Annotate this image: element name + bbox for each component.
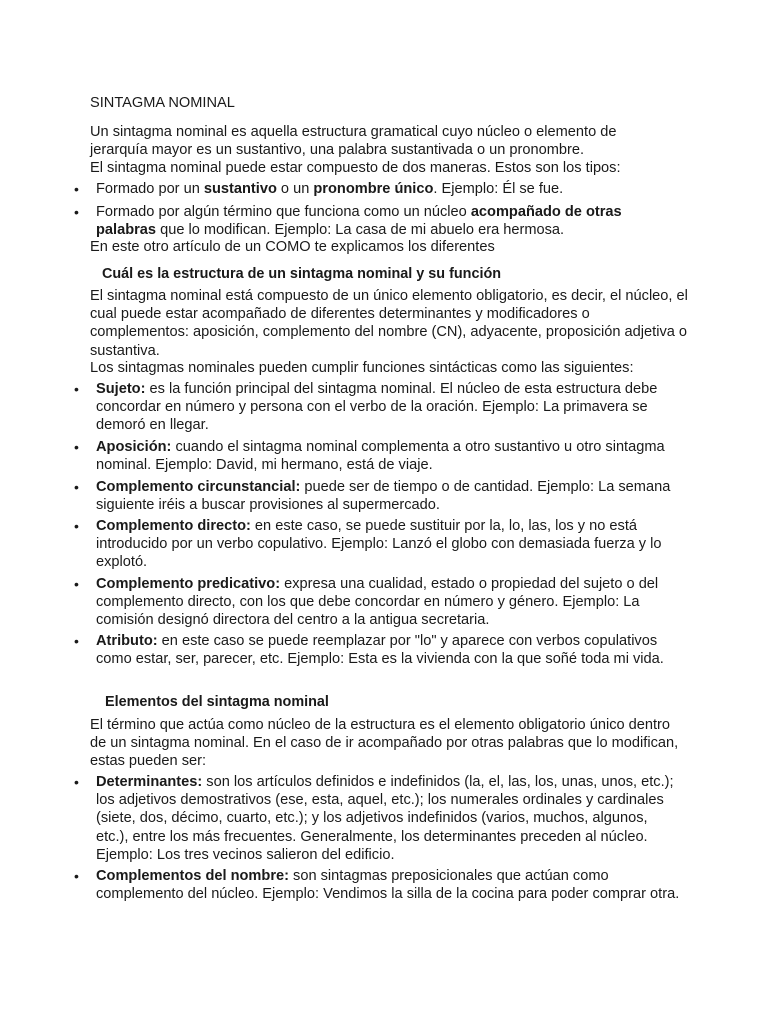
bullet-icon: •: [74, 518, 79, 534]
section1-paragraph-1: El sintagma nominal está compuesto de un único elemento obligatorio, es decir, el núcleo, el cual puede estar acompañado de diferentes determinantes y modificadores o complementos: aposición, complemento del nombre (CN), adyacente, proposición adjetiva o sustantiva.: [90, 288, 688, 359]
bullet-icon: •: [74, 181, 79, 197]
section-heading-elements: Elementos del sintagma nominal: [105, 694, 329, 710]
section1-paragraph-2: Los sintagmas nominales pueden cumplir funciones sintácticas como las siguientes:: [90, 360, 634, 376]
bullet-icon: •: [74, 633, 79, 649]
bullet-icon: •: [74, 868, 79, 884]
document-page: SINTAGMA NOMINAL Un sintagma nominal es aquella estructura gramatical cuyo núcleo o elemento de jerarquía mayor es un sustantivo, una palabra sustantivada o un pronombre. El sintagma nominal puede estar compuesto de dos maneras. Estos son los tipos: • Formado por un sustantivo o un pronombre único. Ejemplo: Él se fue. • Formado por algún término que funciona como un núcleo acompañado de otras palabras que lo modifican. Ejemplo: La casa de mi abuelo era hermosa. En este otro artículo de un COMO te explicamos los diferentes Cuál es la estructura de un sintagma nominal y su función El sintagma nominal está compuesto de un único elemento obligatorio, es decir, el núcleo, el cual puede estar acompañado de diferentes determinantes y modificadores o complementos: aposición, complemento del nombre (CN), adyacente, proposición adjetiva o sustantiva. Los sintagmas nominales pueden cumplir funciones sintácticas como las siguientes: • Sujeto: es la función principal del sintagma nominal. El núcleo de esta estructura debe concordar en número y persona con el verbo de la oración. Ejemplo: La primavera se demoró en llegar. • Aposición: cuando el sintagma nominal complementa a otro sustantivo u otro sintagma nominal. Ejemplo: David, mi hermano, está de viaje. • Complemento circunstancial: puede ser de tiempo o de cantidad. Ejemplo: La semana siguiente iréis a buscar provisiones al supermercado. • Complemento directo: en este caso, se puede sustituir por la, lo, las, los y no está introducido por un verbo copulativo. Ejemplo: Lanzó el globo con demasiada fuerza y lo explotó. • Complemento predicativo: expresa una cualidad, estado o propiedad del sujeto o del complemento directo, con los que debe concordar en número y género. Ejemplo: La comisión designó directora del centro a la antigua secretaria. • Atributo: en este caso se puede reemplazar por "lo" y aparece con verbos copulativos como estar, ser, parecer, etc. Ejemplo: Esta es la vivienda con la que soñé toda mi vida. Elementos del sintagma nominal El término que actúa como núcleo de la estructura es el elemento obligatorio único dentro de un sintagma nominal. En el caso de ir acompañado por otras palabras que lo modifican, estas pueden ser: • Determinantes: son los artículos definidos e indefinidos (la, el, las, los, unas, unos, etc.); los adjetivos demostrativos (ese, esta, aquel, etc.); los numerales ordinales y cardinales (siete, dos, décimo, cuarto, etc.); y los adjetivos indefinidos (varios, muchos, algunos, etc.), entre los más frecuentes. Generalmente, los determinantes preceden al núcleo. Ejemplo: Los tres vecinos salieron del edificio. • Complementos del nombre: son sintagmas preposicionales que actúan como complemento del núcleo. Ejemplo: Vendimos la silla de la cocina para poder comprar otra.: [0, 0, 768, 1024]
bullet-icon: •: [74, 204, 79, 220]
intro-paragraph-1: Un sintagma nominal es aquella estructura gramatical cuyo núcleo o elemento de jerarquía mayor es un sustantivo, una palabra sustantivada o un pronombre.: [90, 124, 617, 159]
intro-paragraph-2: El sintagma nominal puede estar compuesto de dos maneras. Estos son los tipos:: [90, 160, 621, 176]
bullet-icon: •: [74, 439, 79, 455]
bullet-icon: •: [74, 381, 79, 397]
bullet-icon: •: [74, 479, 79, 495]
bullet-icon: •: [74, 576, 79, 592]
intro-paragraph-3: En este otro artículo de un COMO te explicamos los diferentes: [90, 239, 495, 255]
document-title: SINTAGMA NOMINAL: [90, 95, 235, 111]
bullet-icon: •: [74, 774, 79, 790]
section-heading-structure: Cuál es la estructura de un sintagma nominal y su función: [102, 266, 502, 282]
section2-paragraph-1: El término que actúa como núcleo de la estructura es el elemento obligatorio único dentro de un sintagma nominal. En el caso de ir acompañado por otras palabras que lo modifican, estas pueden ser:: [90, 717, 679, 770]
